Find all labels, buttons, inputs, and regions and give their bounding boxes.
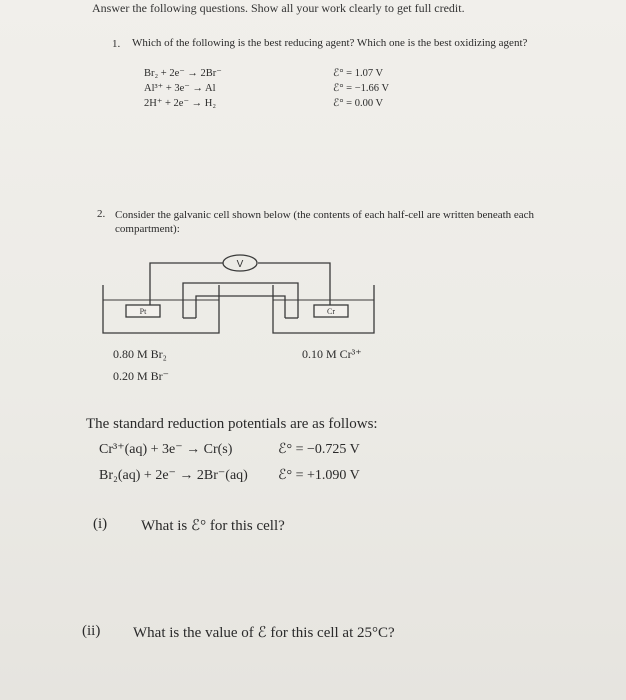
subquestion-ii-text: What is the value of ℰ for this cell at 25°C? — [133, 625, 395, 641]
q1-text: Which of the following is the best reducing agent? Which one is the best oxidizing agent? — [132, 37, 528, 49]
standard-potentials-heading: The standard reduction potentials are as follows: — [86, 416, 378, 432]
q1-potential-3: ℰ° = 0.00 V — [333, 98, 384, 109]
std-potential-cr: ℰ° = −0.725 V — [278, 442, 360, 457]
q1-reaction-2: Al³⁺ + 3e⁻ → Al — [144, 83, 216, 94]
left-beaker — [103, 285, 219, 333]
right-wire — [258, 263, 330, 300]
subquestion-ii-label: (ii) — [82, 623, 101, 639]
voltmeter-label: V — [236, 259, 244, 270]
right-content-1: 0.10 M Cr³⁺ — [302, 347, 362, 361]
salt-bridge-inner — [196, 296, 285, 318]
right-electrode-label: Cr — [327, 307, 335, 316]
left-electrode-label: Pt — [139, 307, 147, 316]
std-reaction-cr: Cr³⁺(aq) + 3e⁻ → Cr(s) — [99, 442, 233, 457]
q2-text: Consider the galvanic cell shown below (the contents of each half-cell are written beneath each compartment): — [115, 209, 535, 235]
q1-number: 1. — [112, 38, 121, 50]
subquestion-i-text: What is ℰ° for this cell? — [141, 518, 285, 534]
q1-potential-1: ℰ° = 1.07 V — [333, 68, 384, 79]
q1-reaction-1: Br₂ + 2e⁻ → 2Br⁻ — [144, 68, 222, 79]
instructions: Answer the following questions. Show all your work clearly to get full credit. — [92, 1, 465, 15]
left-wire — [150, 263, 223, 300]
left-content-1: 0.80 M Br₂ — [113, 347, 167, 361]
left-content-2: 0.20 M Br⁻ — [113, 369, 170, 383]
std-potential-br: ℰ° = +1.090 V — [278, 468, 360, 483]
q1-potential-2: ℰ° = −1.66 V — [333, 83, 390, 94]
std-reaction-br: Br₂(aq) + 2e⁻ → 2Br⁻(aq) — [99, 468, 248, 483]
q1-reaction-3: 2H⁺ + 2e⁻ → H₂ — [144, 98, 216, 109]
q2-number: 2. — [97, 208, 106, 220]
subquestion-i-label: (i) — [93, 516, 108, 532]
